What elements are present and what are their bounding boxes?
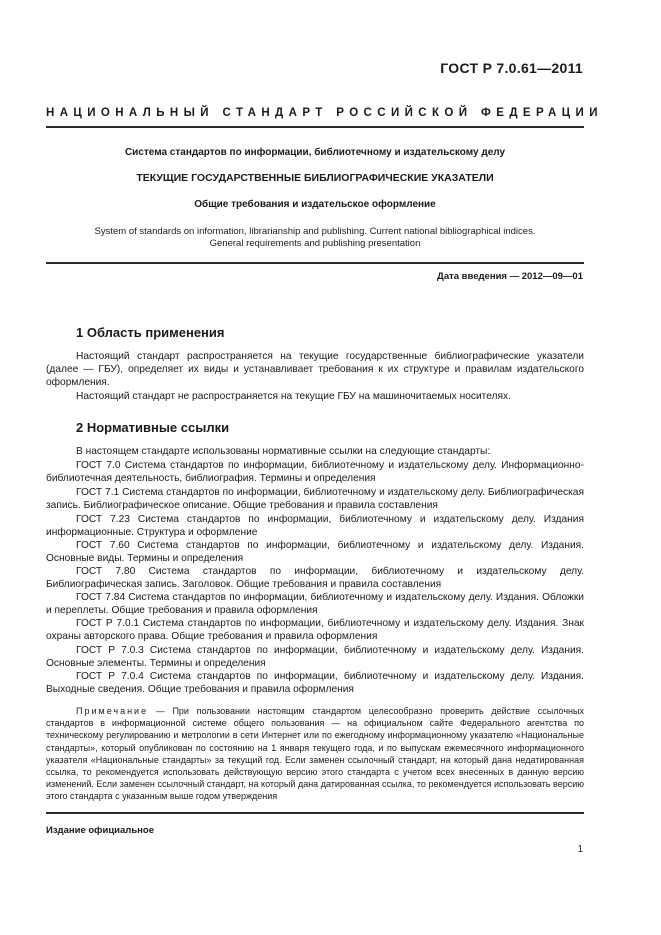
page-number: 1 [577,844,583,855]
section-1-heading [76,325,225,340]
note-label: Примечание [76,706,149,716]
section-1-paragraph-2: Настоящий стандарт не распространяется на текущие ГБУ на машиночитаемых носителях. [76,391,511,402]
introduction-date: Дата введения — 2012—09—01 [437,271,583,282]
reference-gost-r-7-0-3: ГОСТ Р 7.0.3 Система стандартов по информации, библиотечному и издательскому делу. Издания. Основные элементы. Термины и определения [46,645,584,670]
english-title-line-2: General requirements and publishing presentation [209,238,421,249]
reference-gost-7-80: ГОСТ 7.80 Система стандартов по информации, библиотечному и издательскому делу. Библиографическая запись. Заголовок. Общие требования и правила составления [46,566,584,591]
english-title-line-1: System of standards on information, librarianship and publishing. Current national bibliographical indices. [94,226,536,237]
reference-gost-7-23: ГОСТ 7.23 Система стандартов по информации, библиотечному и издательскому делу. Издания информационные. Структура и оформление [46,514,584,539]
footer-divider [46,812,584,814]
reference-gost-r-7-0-1: ГОСТ Р 7.0.1 Система стандартов по информации, библиотечному и издательскому делу. Издания. Знак охраны авторского права. Общие требования и правила оформления [46,618,584,643]
english-title [46,226,584,250]
series-title: Система стандартов по информации, библиотечному и издательскому делу [124,147,506,158]
reference-gost-r-7-0-4: ГОСТ Р 7.0.4 Система стандартов по информации, библиотечному и издательскому делу. Издания. Выходные сведения. Общие требования и правила оформления [46,671,584,696]
official-edition-label: Издание официальное [46,825,154,836]
document-code: ГОСТ Р 7.0.61—2011 [440,60,583,76]
reference-gost-7-1: ГОСТ 7.1 Система стандартов по информации, библиотечному и издательскому делу. Библиографическая запись. Библиографическое описание. Общие требования и правила составления [46,487,584,512]
note-text: — При пользовании настоящим стандартом целесообразно проверить действие ссылочных стандартов в информационной системе общего пользования — на официальном сайте Федерального агентства по техническому регулированию и метрологии в сети Интернет или по ежегодному информационному указателю «Национальные стандарты», который опубликован по состоянию на 1 января текущего года, и по выпускам ежемесячного информационного указателя «Национальные стандарты» за текущий год. Если заменен ссылочный стандарт, на который дана недатированная ссылка, то рекомендуется использовать действующую версию этого стандарта с учетом всех внесенных в данную версию изменений. Если заменен ссылочный стандарт, на который дана датированная ссылка, то рекомендуется использовать версию этого стандарта с указанным выше годом утверждения [46,706,584,802]
national-standard-banner: НАЦИОНАЛЬНЫЙ СТАНДАРТ РОССИЙСКОЙ ФЕДЕРАЦИИ [46,107,603,119]
section-2-intro: В настоящем стандарте использованы нормативные ссылки на следующие стандарты: [76,446,491,457]
top-divider [46,126,584,128]
section-1-heading-text: 1 Область применения [76,325,225,340]
section-1-paragraph-1: Настоящий стандарт распространяется на текущие государственные библиографические указатели (далее — ГБУ), определяет их виды и устанавливает требования к их структуре и правилам издательского оформления. [46,351,584,389]
section-2-note [46,705,584,803]
reference-gost-7-0: ГОСТ 7.0 Система стандартов по информации, библиотечному и издательскому делу. Информационно-библиотечная деятельность, библиография. Термины и определения [46,460,584,485]
section-2-heading [76,420,229,435]
subtitle: Общие требования и издательское оформление [194,199,436,210]
reference-gost-7-84: ГОСТ 7.84 Система стандартов по информации, библиотечному и издательскому делу. Издания. Обложки и переплеты. Общие требования и правила оформления [46,592,584,617]
title-divider [46,262,584,264]
reference-gost-7-60: ГОСТ 7.60 Система стандартов по информации, библиотечному и издательскому делу. Издания. Основные виды. Термины и определения [46,540,584,565]
main-title: ТЕКУЩИЕ ГОСУДАРСТВЕННЫЕ БИБЛИОГРАФИЧЕСКИЕ УКАЗАТЕЛИ [136,172,494,184]
section-2-heading-text: 2 Нормативные ссылки [76,420,230,435]
